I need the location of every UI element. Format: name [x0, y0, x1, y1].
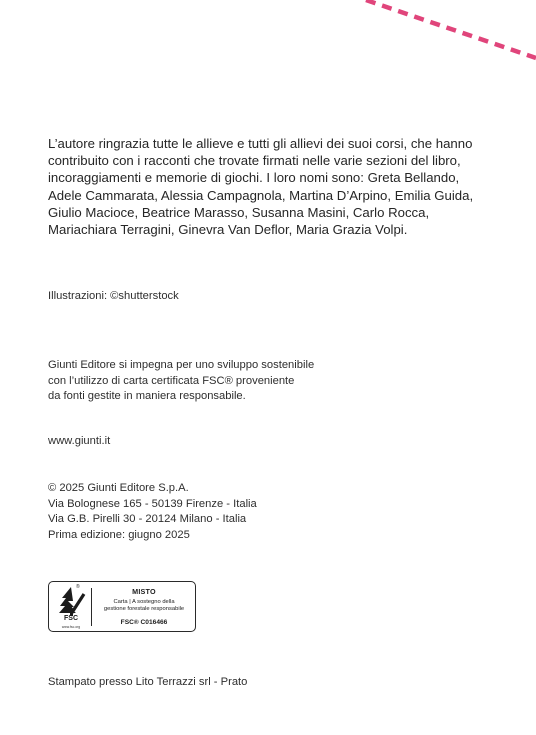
fsc-certification-label: [48, 581, 196, 632]
fsc-description-line: Carta | A sostegno della: [113, 599, 175, 605]
acknowledgement-paragraph: [48, 135, 488, 238]
fsc-description-line: gestione forestale responsabile: [103, 605, 185, 612]
fsc-description: [95, 599, 193, 612]
acknowledgement-line: Giulio Macioce, Beatrice Marasso, Susanna Masini, Carlo Rocca,: [48, 204, 430, 220]
acknowledgement-line: incoraggiamenti e memorie di giochi. I loro nomi sono: Greta Bellando,: [48, 170, 460, 186]
registered-mark: ®: [76, 584, 80, 590]
copyright-line: © 2025 Giunti Editore S.p.A.: [48, 482, 189, 494]
publisher-website: www.giunti.it: [48, 435, 111, 447]
first-edition: Prima edizione: giugno 2025: [48, 528, 190, 541]
fsc-website: www.fsc.org: [61, 625, 81, 629]
illustrations-credit: Illustrazioni: ©shutterstock: [48, 290, 179, 302]
fsc-tree-check-logo-icon: [55, 585, 87, 629]
acknowledgement-line: contribuito con i racconti che trovate firmati nelle varie sezioni del libro,: [48, 153, 461, 169]
sustainability-line: da fonti gestite in maniera responsabile.: [48, 390, 246, 403]
acknowledgement-line: Adele Cammarata, Alessia Campagnola, Martina D’Arpino, Emilia Guida,: [48, 187, 474, 203]
address-florence: Via Bolognese 165 - 50139 Firenze - Italia: [48, 497, 257, 510]
copyright-block: [48, 481, 257, 543]
sustainability-statement: [48, 358, 314, 405]
address-milan: Via G.B. Pirelli 30 - 20124 Milano - Italia: [48, 513, 247, 526]
fsc-license-code: FSC® C016466: [120, 619, 168, 626]
fsc-category: MISTO: [132, 587, 156, 596]
acknowledgement-line: Mariachiara Terragini, Ginevra Van Deflor, Maria Grazia Volpi.: [48, 222, 408, 238]
sustainability-line: con l’utilizzo di carta certificata FSC® proveniente: [48, 374, 295, 387]
printer-credit: Stampato presso Lito Terrazzi srl - Prato: [48, 676, 248, 688]
sustainability-line: Giunti Editore si impegna per uno sviluppo sostenibile: [48, 359, 315, 371]
fsc-divider: [91, 588, 92, 626]
fsc-logo-label: FSC: [64, 615, 78, 622]
acknowledgement-line: L’autore ringrazia tutte le allieve e tutti gli allievi dei suoi corsi, che hanno: [48, 136, 473, 151]
